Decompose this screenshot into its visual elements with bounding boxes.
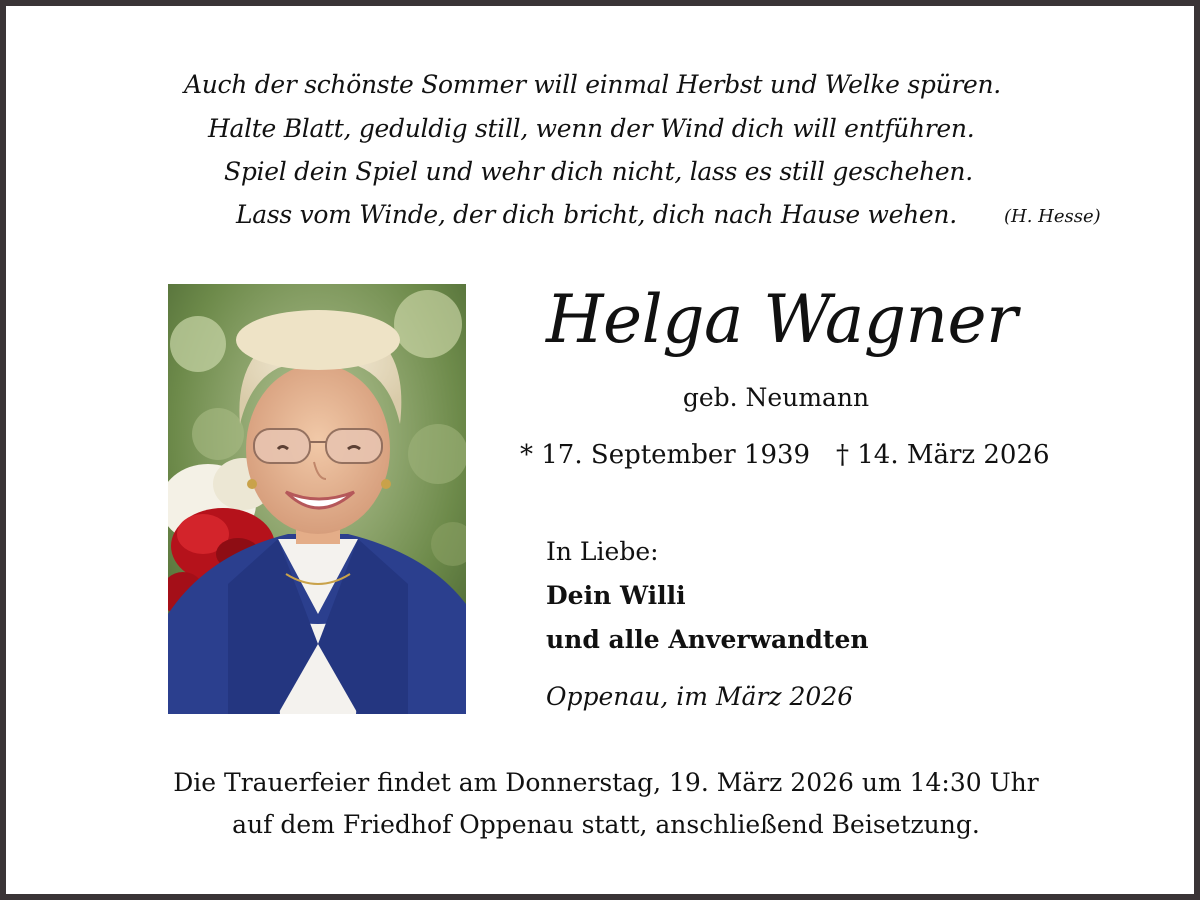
maiden-name: geb. Neumann: [682, 383, 870, 412]
mourners-intro: In Liebe:: [546, 537, 659, 566]
service-line: auf dem Friedhof Oppenau statt, anschließend Beisetzung.: [232, 810, 980, 839]
service-info: [6, 762, 1200, 846]
mourners-block: [546, 530, 869, 662]
portrait-photo: [168, 284, 466, 714]
deceased-name: Helga Wagner: [546, 281, 1018, 358]
place-date: Oppenau, im März 2026: [546, 682, 854, 711]
service-line: Die Trauerfeier findet am Donnerstag, 19. März 2026 um 14:30 Uhr: [173, 768, 1039, 797]
poem-line: Auch der schönste Sommer will einmal Herbst und Welke spüren.: [184, 70, 1001, 99]
poem-line: Spiel dein Spiel und wehr dich nicht, lass es still geschehen.: [224, 157, 973, 186]
birth-date: * 17. September 1939: [520, 440, 811, 470]
poem-author: (H. Hesse): [1004, 206, 1101, 227]
poem-line: Lass vom Winde, der dich bricht, dich nach Hause wehen.: [236, 200, 957, 229]
mourner-line: und alle Anverwandten: [546, 625, 869, 654]
poem-line: Halte Blatt, geduldig still, wenn der Wind dich will entführen.: [208, 114, 975, 143]
mourner-line: Dein Willi: [546, 581, 686, 610]
death-date: † 14. März 2026: [836, 440, 1050, 470]
